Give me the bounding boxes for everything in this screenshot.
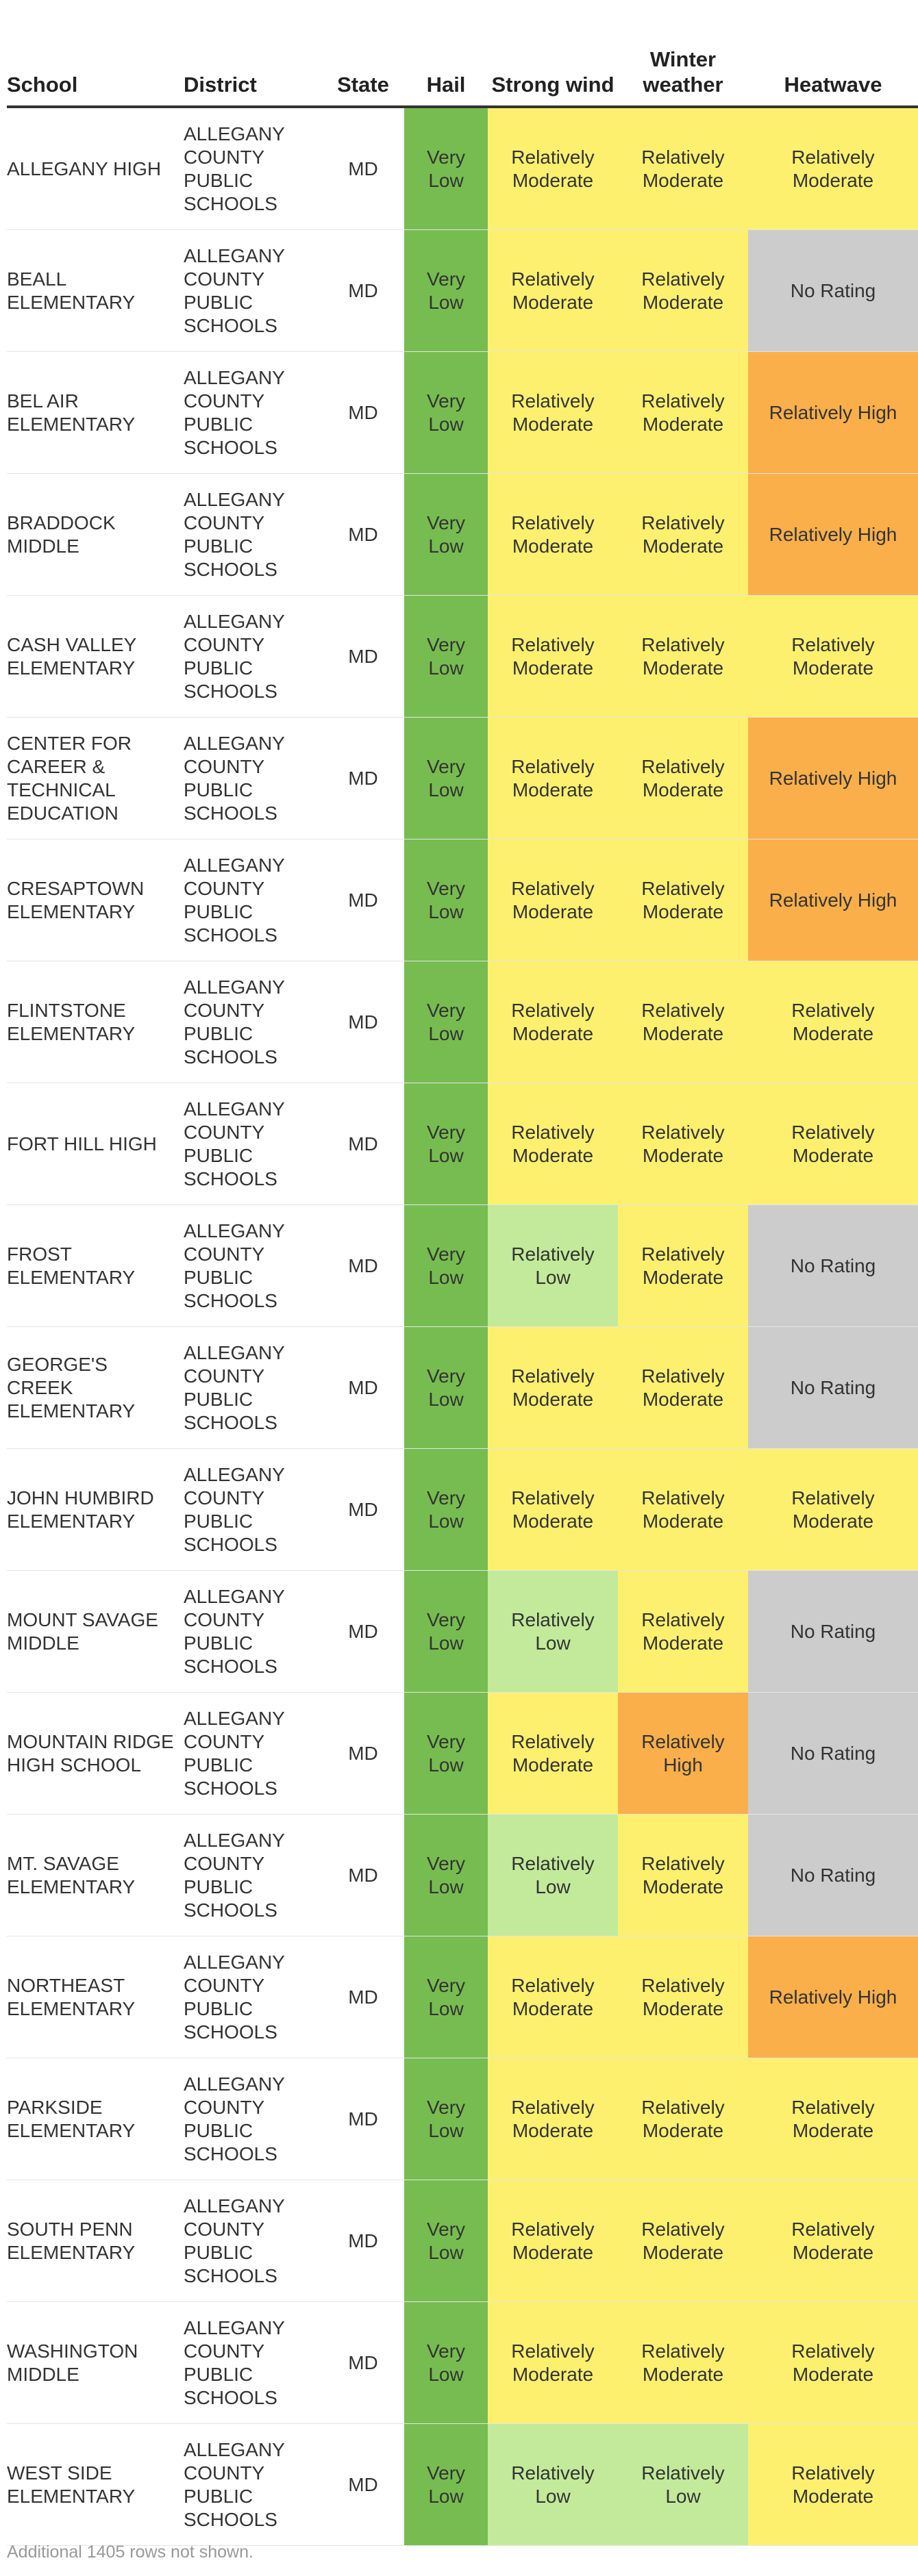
cell-heatwave bbox=[748, 2302, 918, 2424]
risk-label: No Rating bbox=[790, 1864, 876, 1886]
table-body bbox=[7, 107, 918, 2546]
cell-hail bbox=[404, 596, 488, 718]
risk-label: Relatively Moderate bbox=[641, 2218, 725, 2263]
risk-label: Relatively Moderate bbox=[791, 999, 875, 1044]
cell-winter-weather bbox=[618, 2424, 748, 2546]
cell-school: WASHINGTON MIDDLE bbox=[7, 2302, 184, 2424]
risk-label: Very Low bbox=[426, 1608, 466, 1654]
table-row bbox=[7, 2180, 918, 2302]
risk-label: Relatively Low bbox=[511, 1243, 595, 1288]
risk-label: Relatively Moderate bbox=[791, 1121, 875, 1166]
table-row bbox=[7, 839, 918, 961]
cell-district: ALLEGANY COUNTY PUBLIC SCHOOLS bbox=[184, 2058, 322, 2180]
cell-state: MD bbox=[322, 1449, 404, 1571]
cell-hail bbox=[404, 1449, 488, 1571]
cell-winter-weather bbox=[618, 718, 748, 839]
risk-label: Relatively Moderate bbox=[511, 2096, 595, 2141]
column-header-state[interactable]: State bbox=[322, 0, 404, 107]
table-row bbox=[7, 352, 918, 474]
table-header bbox=[7, 0, 918, 107]
cell-strong-wind bbox=[488, 1815, 618, 1936]
cell-strong-wind bbox=[488, 1449, 618, 1571]
cell-heatwave bbox=[748, 2180, 918, 2302]
cell-district: ALLEGANY COUNTY PUBLIC SCHOOLS bbox=[184, 1449, 322, 1571]
risk-label: Relatively Moderate bbox=[511, 877, 595, 922]
risk-label: Relatively High bbox=[769, 523, 897, 545]
risk-label: Relatively Moderate bbox=[511, 633, 595, 679]
risk-label: Relatively Moderate bbox=[641, 2340, 725, 2385]
risk-label: Relatively Moderate bbox=[511, 1974, 595, 2019]
cell-winter-weather bbox=[618, 1205, 748, 1327]
cell-winter-weather bbox=[618, 2302, 748, 2424]
cell-school: WEST SIDE ELEMENTARY bbox=[7, 2424, 184, 2546]
cell-school: BEALL ELEMENTARY bbox=[7, 230, 184, 352]
risk-label: Very Low bbox=[426, 999, 466, 1044]
cell-district: ALLEGANY COUNTY PUBLIC SCHOOLS bbox=[184, 1083, 322, 1205]
risk-label: Very Low bbox=[426, 1852, 466, 1897]
table-row bbox=[7, 1571, 918, 1693]
cell-school: MT. SAVAGE ELEMENTARY bbox=[7, 1815, 184, 1936]
risk-label: Relatively High bbox=[769, 401, 897, 423]
cell-state: MD bbox=[322, 230, 404, 352]
cell-heatwave bbox=[748, 230, 918, 352]
cell-hail bbox=[404, 1815, 488, 1936]
risk-label: Relatively High bbox=[769, 767, 897, 789]
risk-label: Relatively Low bbox=[511, 1852, 595, 1897]
cell-state: MD bbox=[322, 961, 404, 1083]
cell-hail bbox=[404, 1083, 488, 1205]
cell-heatwave bbox=[748, 1327, 918, 1449]
cell-heatwave bbox=[748, 1815, 918, 1936]
table-row bbox=[7, 474, 918, 596]
risk-label: Relatively Moderate bbox=[641, 1487, 725, 1532]
cell-winter-weather bbox=[618, 1815, 748, 1936]
cell-district: ALLEGANY COUNTY PUBLIC SCHOOLS bbox=[184, 107, 322, 230]
cell-district: ALLEGANY COUNTY PUBLIC SCHOOLS bbox=[184, 961, 322, 1083]
cell-strong-wind bbox=[488, 839, 618, 961]
cell-hail bbox=[404, 961, 488, 1083]
cell-winter-weather bbox=[618, 2180, 748, 2302]
risk-label: Relatively Moderate bbox=[511, 512, 595, 557]
cell-hail bbox=[404, 2058, 488, 2180]
cell-district: ALLEGANY COUNTY PUBLIC SCHOOLS bbox=[184, 2302, 322, 2424]
cell-district: ALLEGANY COUNTY PUBLIC SCHOOLS bbox=[184, 230, 322, 352]
cell-state: MD bbox=[322, 1936, 404, 2058]
table-row bbox=[7, 2302, 918, 2424]
risk-label: Very Low bbox=[426, 755, 466, 800]
risk-label: Relatively Low bbox=[511, 2462, 595, 2507]
cell-strong-wind bbox=[488, 2424, 618, 2546]
cell-state: MD bbox=[322, 2180, 404, 2302]
cell-district: ALLEGANY COUNTY PUBLIC SCHOOLS bbox=[184, 2180, 322, 2302]
cell-district: ALLEGANY COUNTY PUBLIC SCHOOLS bbox=[184, 1936, 322, 2058]
risk-label: Relatively Low bbox=[511, 1608, 595, 1654]
cell-state: MD bbox=[322, 107, 404, 230]
cell-winter-weather bbox=[618, 1083, 748, 1205]
risk-label: Relatively Moderate bbox=[641, 1243, 725, 1288]
risk-label: Very Low bbox=[426, 1243, 466, 1288]
cell-winter-weather bbox=[618, 1571, 748, 1693]
cell-school: SOUTH PENN ELEMENTARY bbox=[7, 2180, 184, 2302]
cell-district: ALLEGANY COUNTY PUBLIC SCHOOLS bbox=[184, 596, 322, 718]
risk-label: Very Low bbox=[426, 2462, 466, 2507]
cell-state: MD bbox=[322, 1083, 404, 1205]
table-row bbox=[7, 1815, 918, 1936]
risk-label: Relatively Moderate bbox=[791, 2340, 875, 2385]
table-row bbox=[7, 2058, 918, 2180]
cell-hail bbox=[404, 1327, 488, 1449]
risk-label: Relatively Moderate bbox=[641, 999, 725, 1044]
table-row bbox=[7, 718, 918, 839]
risk-label: Very Low bbox=[426, 268, 466, 313]
cell-heatwave bbox=[748, 474, 918, 596]
cell-strong-wind bbox=[488, 596, 618, 718]
risk-label: Relatively Moderate bbox=[641, 146, 725, 191]
cell-winter-weather bbox=[618, 1449, 748, 1571]
risk-label: Relatively Moderate bbox=[511, 268, 595, 313]
risk-label: Very Low bbox=[426, 1487, 466, 1532]
column-header-school[interactable]: School bbox=[7, 0, 184, 107]
cell-strong-wind bbox=[488, 107, 618, 230]
cell-strong-wind bbox=[488, 230, 618, 352]
cell-district: ALLEGANY COUNTY PUBLIC SCHOOLS bbox=[184, 1327, 322, 1449]
cell-state: MD bbox=[322, 1693, 404, 1815]
column-header-strong-wind[interactable]: Strong wind bbox=[488, 0, 618, 107]
risk-label: Very Low bbox=[426, 1730, 466, 1776]
cell-school: BRADDOCK MIDDLE bbox=[7, 474, 184, 596]
cell-district: ALLEGANY COUNTY PUBLIC SCHOOLS bbox=[184, 1571, 322, 1693]
risk-label: Relatively Moderate bbox=[511, 1121, 595, 1166]
column-header-heatwave[interactable]: Heatwave bbox=[748, 0, 918, 107]
table-footer-note: Additional 1405 rows not shown. bbox=[7, 2542, 253, 2562]
cell-winter-weather bbox=[618, 107, 748, 230]
table-row bbox=[7, 1936, 918, 2058]
risk-label: Relatively Moderate bbox=[511, 2340, 595, 2385]
column-header-district[interactable]: District bbox=[184, 0, 322, 107]
cell-heatwave bbox=[748, 718, 918, 839]
risk-table bbox=[7, 0, 918, 2546]
cell-state: MD bbox=[322, 718, 404, 839]
cell-school: FORT HILL HIGH bbox=[7, 1083, 184, 1205]
cell-hail bbox=[404, 1936, 488, 2058]
risk-label: Relatively Moderate bbox=[641, 2096, 725, 2141]
cell-hail bbox=[404, 1205, 488, 1327]
cell-district: ALLEGANY COUNTY PUBLIC SCHOOLS bbox=[184, 1205, 322, 1327]
cell-heatwave bbox=[748, 107, 918, 230]
risk-label: Relatively Moderate bbox=[511, 1730, 595, 1776]
cell-strong-wind bbox=[488, 2302, 618, 2424]
risk-label: Relatively Moderate bbox=[641, 755, 725, 800]
risk-label: Very Low bbox=[426, 512, 466, 557]
risk-label: Very Low bbox=[426, 1365, 466, 1410]
cell-strong-wind bbox=[488, 1936, 618, 2058]
cell-hail bbox=[404, 352, 488, 474]
cell-heatwave bbox=[748, 1205, 918, 1327]
cell-school: ALLEGANY HIGH bbox=[7, 107, 184, 230]
risk-label: Relatively High bbox=[769, 889, 897, 911]
cell-strong-wind bbox=[488, 961, 618, 1083]
cell-strong-wind bbox=[488, 718, 618, 839]
risk-label: No Rating bbox=[790, 1620, 876, 1642]
cell-hail bbox=[404, 718, 488, 839]
table-row bbox=[7, 1205, 918, 1327]
cell-strong-wind bbox=[488, 1571, 618, 1693]
cell-heatwave bbox=[748, 1693, 918, 1815]
cell-state: MD bbox=[322, 1327, 404, 1449]
cell-winter-weather bbox=[618, 1936, 748, 2058]
risk-label: Relatively Moderate bbox=[511, 755, 595, 800]
cell-state: MD bbox=[322, 2424, 404, 2546]
column-header-hail[interactable]: Hail bbox=[404, 0, 488, 107]
risk-label: Relatively Moderate bbox=[511, 2218, 595, 2263]
cell-hail bbox=[404, 2180, 488, 2302]
column-header-winter-weather[interactable]: Winter weather bbox=[618, 0, 748, 107]
cell-hail bbox=[404, 839, 488, 961]
cell-school: BEL AIR ELEMENTARY bbox=[7, 352, 184, 474]
risk-label: Very Low bbox=[426, 2096, 466, 2141]
cell-state: MD bbox=[322, 1571, 404, 1693]
risk-label: Very Low bbox=[426, 1974, 466, 2019]
risk-label: Very Low bbox=[426, 390, 466, 435]
cell-state: MD bbox=[322, 474, 404, 596]
risk-label: Very Low bbox=[426, 1121, 466, 1166]
risk-label: Relatively High bbox=[641, 1730, 725, 1776]
risk-label: Relatively Moderate bbox=[791, 633, 875, 679]
risk-label: Very Low bbox=[426, 877, 466, 922]
risk-label: Relatively Moderate bbox=[641, 1608, 725, 1654]
cell-strong-wind bbox=[488, 1693, 618, 1815]
risk-label: Relatively Moderate bbox=[641, 1852, 725, 1897]
cell-heatwave bbox=[748, 1083, 918, 1205]
cell-hail bbox=[404, 1571, 488, 1693]
cell-school: MOUNT SAVAGE MIDDLE bbox=[7, 1571, 184, 1693]
cell-heatwave bbox=[748, 1936, 918, 2058]
risk-label: Relatively Moderate bbox=[641, 633, 725, 679]
risk-label: Relatively Moderate bbox=[511, 1487, 595, 1532]
cell-strong-wind bbox=[488, 2180, 618, 2302]
risk-label: No Rating bbox=[790, 279, 876, 301]
cell-hail bbox=[404, 2302, 488, 2424]
cell-heatwave bbox=[748, 2424, 918, 2546]
risk-label: Relatively Moderate bbox=[641, 1121, 725, 1166]
risk-label: Relatively Moderate bbox=[641, 390, 725, 435]
risk-label: Relatively Moderate bbox=[791, 2218, 875, 2263]
table-row bbox=[7, 107, 918, 230]
cell-winter-weather bbox=[618, 961, 748, 1083]
risk-label: Relatively Low bbox=[641, 2462, 725, 2507]
cell-winter-weather bbox=[618, 2058, 748, 2180]
cell-state: MD bbox=[322, 352, 404, 474]
table-container bbox=[7, 0, 897, 2576]
cell-winter-weather bbox=[618, 1693, 748, 1815]
cell-strong-wind bbox=[488, 352, 618, 474]
cell-school: PARKSIDE ELEMENTARY bbox=[7, 2058, 184, 2180]
cell-winter-weather bbox=[618, 596, 748, 718]
table-row bbox=[7, 961, 918, 1083]
cell-district: ALLEGANY COUNTY PUBLIC SCHOOLS bbox=[184, 2424, 322, 2546]
risk-label: Relatively Moderate bbox=[511, 1365, 595, 1410]
cell-heatwave bbox=[748, 352, 918, 474]
risk-label: Very Low bbox=[426, 2340, 466, 2385]
cell-winter-weather bbox=[618, 230, 748, 352]
cell-school: CENTER FOR CAREER & TECHNICAL EDUCATION bbox=[7, 718, 184, 839]
cell-state: MD bbox=[322, 2058, 404, 2180]
cell-school: GEORGE'S CREEK ELEMENTARY bbox=[7, 1327, 184, 1449]
risk-label: Relatively High bbox=[769, 1986, 897, 2008]
cell-heatwave bbox=[748, 1571, 918, 1693]
table-row bbox=[7, 1693, 918, 1815]
cell-heatwave bbox=[748, 839, 918, 961]
cell-hail bbox=[404, 474, 488, 596]
table-row bbox=[7, 2424, 918, 2546]
cell-heatwave bbox=[748, 961, 918, 1083]
risk-label: Relatively Moderate bbox=[791, 2096, 875, 2141]
cell-state: MD bbox=[322, 839, 404, 961]
risk-label: Relatively Moderate bbox=[791, 1487, 875, 1532]
cell-heatwave bbox=[748, 1449, 918, 1571]
cell-district: ALLEGANY COUNTY PUBLIC SCHOOLS bbox=[184, 474, 322, 596]
cell-school: FLINTSTONE ELEMENTARY bbox=[7, 961, 184, 1083]
cell-district: ALLEGANY COUNTY PUBLIC SCHOOLS bbox=[184, 718, 322, 839]
cell-district: ALLEGANY COUNTY PUBLIC SCHOOLS bbox=[184, 352, 322, 474]
cell-heatwave bbox=[748, 2058, 918, 2180]
risk-label: Relatively Moderate bbox=[641, 512, 725, 557]
cell-hail bbox=[404, 1693, 488, 1815]
risk-label: Relatively Moderate bbox=[641, 1365, 725, 1410]
cell-winter-weather bbox=[618, 352, 748, 474]
risk-label: Very Low bbox=[426, 633, 466, 679]
risk-label: Relatively Moderate bbox=[511, 146, 595, 191]
risk-label: Relatively Moderate bbox=[641, 877, 725, 922]
risk-label: Relatively Moderate bbox=[641, 1974, 725, 2019]
cell-school: CRESAPTOWN ELEMENTARY bbox=[7, 839, 184, 961]
cell-winter-weather bbox=[618, 474, 748, 596]
risk-label: No Rating bbox=[790, 1376, 876, 1398]
cell-district: ALLEGANY COUNTY PUBLIC SCHOOLS bbox=[184, 1693, 322, 1815]
cell-school: NORTHEAST ELEMENTARY bbox=[7, 1936, 184, 2058]
cell-strong-wind bbox=[488, 1327, 618, 1449]
cell-hail bbox=[404, 230, 488, 352]
risk-label: Relatively Moderate bbox=[511, 999, 595, 1044]
cell-hail bbox=[404, 2424, 488, 2546]
cell-school: FROST ELEMENTARY bbox=[7, 1205, 184, 1327]
risk-label: Relatively Moderate bbox=[791, 146, 875, 191]
cell-state: MD bbox=[322, 2302, 404, 2424]
risk-label: Relatively Moderate bbox=[791, 2462, 875, 2507]
cell-heatwave bbox=[748, 596, 918, 718]
table-row bbox=[7, 1083, 918, 1205]
cell-winter-weather bbox=[618, 1327, 748, 1449]
cell-strong-wind bbox=[488, 1083, 618, 1205]
cell-district: ALLEGANY COUNTY PUBLIC SCHOOLS bbox=[184, 1815, 322, 1936]
risk-label: Very Low bbox=[426, 2218, 466, 2263]
cell-school: MOUNTAIN RIDGE HIGH SCHOOL bbox=[7, 1693, 184, 1815]
table-row bbox=[7, 1449, 918, 1571]
table-row bbox=[7, 596, 918, 718]
risk-label: Very Low bbox=[426, 146, 466, 191]
cell-district: ALLEGANY COUNTY PUBLIC SCHOOLS bbox=[184, 839, 322, 961]
risk-label: Relatively Moderate bbox=[641, 268, 725, 313]
cell-strong-wind bbox=[488, 474, 618, 596]
cell-strong-wind bbox=[488, 1205, 618, 1327]
table-row bbox=[7, 230, 918, 352]
risk-label: No Rating bbox=[790, 1254, 876, 1276]
cell-state: MD bbox=[322, 1815, 404, 1936]
risk-label: No Rating bbox=[790, 1742, 876, 1764]
cell-state: MD bbox=[322, 1205, 404, 1327]
table-row bbox=[7, 1327, 918, 1449]
cell-winter-weather bbox=[618, 839, 748, 961]
cell-hail bbox=[404, 107, 488, 230]
cell-strong-wind bbox=[488, 2058, 618, 2180]
cell-school: CASH VALLEY ELEMENTARY bbox=[7, 596, 184, 718]
header-row bbox=[7, 0, 918, 107]
cell-state: MD bbox=[322, 596, 404, 718]
cell-school: JOHN HUMBIRD ELEMENTARY bbox=[7, 1449, 184, 1571]
risk-label: Relatively Moderate bbox=[511, 390, 595, 435]
